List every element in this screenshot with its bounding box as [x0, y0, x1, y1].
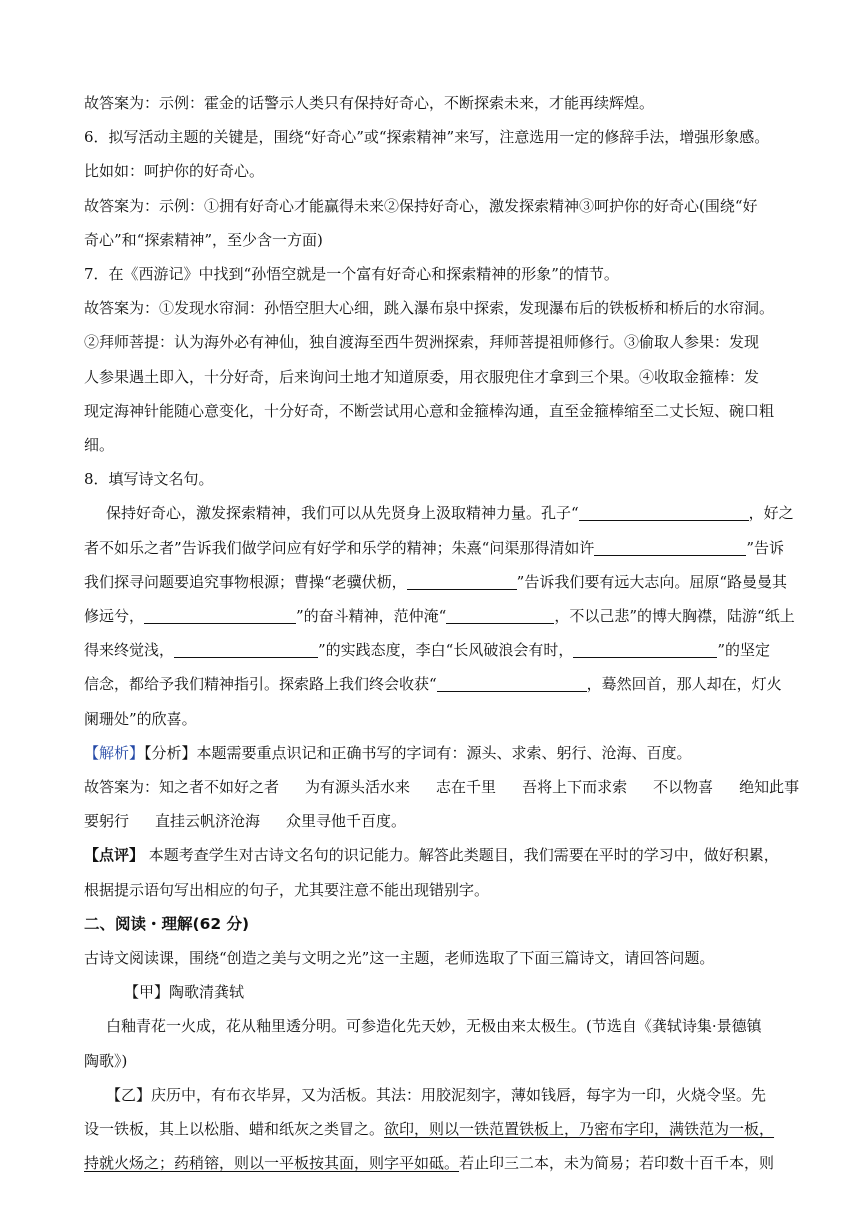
fill-blank [573, 639, 717, 658]
q7-answer-line-2: ②拜师菩提：认为海外必有神仙，独自渡海至西牛贺洲探索，拜师菩提祖师修行。③偷取人参果：发现 [84, 333, 760, 352]
answer-item: 要躬行 [84, 812, 130, 831]
q5-answer: 故答案为：示例：霍金的话警示人类只有保持好奇心，不断探索未来，才能再续辉煌。 [84, 94, 655, 112]
q6-question: 6．拟写活动主题的关键是，围绕“好奇心”或“探索精神”来写，注意选用一定的修辞手法，增强形象感。 [84, 128, 770, 147]
yi-text: 若止印三二本，未为简易；若印数十百千本，则 [459, 1154, 775, 1173]
q6-example: 比如如：呵护你的好奇心。 [84, 162, 265, 181]
fill-text: ，好之 [748, 504, 794, 523]
q8-fill-line-4 [84, 599, 820, 633]
fill-text: ”的实践态度，李白“长风破浪会有时， [318, 641, 574, 660]
q7-question: 7．在《西游记》中找到“孙悟空就是一个富有好奇心和探索精神的形象”的情节。 [84, 265, 619, 284]
fill-blank [579, 502, 749, 521]
jia-title: 【甲】陶歌清龚轼 [124, 983, 245, 1002]
q8-answer-line-1 [84, 770, 820, 804]
section-intro: 古诗文阅读课，围绕“创造之美与文明之光”这一主题，老师选取了下面三篇诗文，请回答问题。 [84, 949, 715, 968]
fill-text: 者不如乐之者”告诉我们做学问应有好学和乐学的精神；朱熹“问渠那得清如许 [84, 538, 595, 557]
answer-prefix: 故答案为： [84, 778, 160, 797]
fill-text: ”的奋斗精神，范仲淹“ [296, 607, 447, 626]
q8-comment-line-1 [84, 838, 820, 872]
fill-text: 信念，都给予我们精神指引。探索路上我们终会收获“ [84, 675, 437, 694]
fill-blank [446, 605, 554, 624]
answer-item: 不以物喜 [653, 778, 714, 797]
jia-text-line-2: 陶歌》) [84, 1051, 128, 1070]
q6-answer-line-1: 故答案为：示例：①拥有好奇心才能赢得未来②保持好奇心，激发探索精神③呵护你的好奇心(围绕“好 [84, 196, 758, 215]
fill-text: 我们探寻问题要追究事物根源；曹操“老骥伏枥， [84, 572, 407, 591]
fill-text: ”告诉 [746, 538, 785, 557]
answer-item: 众里寻他千百度。 [286, 812, 407, 831]
fill-text: 得来终觉浅， [84, 641, 175, 660]
fill-blank [594, 537, 746, 556]
q8-analysis [84, 736, 820, 770]
q8-question: 8．填写诗文名句。 [84, 470, 214, 489]
yi-text-line-3 [84, 1146, 820, 1180]
answer-item: 为有源头活水来 [305, 778, 411, 797]
q6-answer-line-2: 奇心”和“探索精神”，至少含一方面) [84, 230, 323, 249]
answer-item: 直挂云帆济沧海 [155, 812, 261, 831]
yi-underlined-text: 欲印，则以一铁范置铁板上，乃密布字印，满铁范为一板， [384, 1120, 775, 1139]
q8-answer-line-2 [84, 804, 820, 838]
q8-fill-line-1 [84, 496, 820, 530]
fill-text: ”的坚定 [717, 641, 771, 660]
q7-answer-line-5: 细。 [84, 436, 115, 455]
section-title: 二、阅读・理解(62 分) [84, 914, 250, 933]
fill-blank [174, 639, 318, 658]
analysis-text: 【分析】本题需要重点识记和正确书写的字词有：源头、求索、躬行、沧海、百度。 [144, 743, 692, 762]
fill-blank [437, 673, 587, 692]
q7-answer-line-1: 故答案为：①发现水帘洞：孙悟空胆大心细，跳入瀑布泉中探索，发现瀑布后的铁板桥和桥后的水帘洞。 [84, 299, 775, 318]
yi-text-line-1: 【乙】庆历中，有布衣毕昇，又为活板。其法：用胶泥刻字，薄如钱唇，每字为一印，火烧令坚。先 [106, 1085, 767, 1104]
q7-answer-line-3: 人参果遇土即入，十分好奇，后来询问土地才知道原委，用衣服兜住才拿到三个果。④收取金箍棒：发 [84, 367, 760, 386]
comment-tag: 【点评】 [84, 846, 145, 865]
yi-text-line-2 [84, 1112, 820, 1146]
fill-text: 保持好奇心，激发探索精神，我们可以从先贤身上汲取精神力量。孔子“ [106, 504, 579, 523]
q8-fill-line-7: 阑珊处”的欣喜。 [84, 709, 197, 728]
answer-item: 绝知此事 [739, 778, 800, 797]
comment-text: 本题考查学生对古诗文名句的识记能力。解答此类题目，我们需要在平时的学习中，做好积累， [144, 846, 779, 865]
q7-answer-line-4: 现定海神针能随心意变化，十分好奇，不断尝试用心意和金箍棒沟通，直至金箍棒缩至二丈长短、碗口粗 [84, 401, 775, 420]
answer-item: 知之者不如好之者 [159, 778, 280, 797]
yi-text: 设一铁板，其上以松脂、蜡和纸灰之类冒之。 [84, 1120, 385, 1139]
fill-text: ”告诉我们要有远大志向。屈原“路曼曼其 [516, 572, 788, 591]
fill-blank [407, 571, 517, 590]
answer-item: 志在千里 [436, 778, 497, 797]
fill-text: 修远兮， [84, 607, 145, 626]
q8-fill-line-2 [84, 531, 820, 565]
fill-text: ，不以己悲”的博大胸襟，陆游“纸上 [554, 607, 795, 626]
answer-item: 吾将上下而求索 [522, 778, 628, 797]
fill-blank [144, 605, 296, 624]
yi-underlined-text: 持就火炀之；药稍镕，则以一平板按其面，则字平如砥。 [84, 1154, 460, 1173]
fill-text: ，蓦然回首，那人却在，灯火 [586, 675, 782, 694]
analysis-tag: 【解析】 [84, 743, 145, 762]
q8-fill-line-6 [84, 667, 820, 701]
q8-comment-line-2: 根据提示语句写出相应的句子，尤其要注意不能出现错别字。 [84, 880, 490, 899]
q8-fill-line-3 [84, 565, 820, 599]
document-page [84, 86, 820, 1181]
jia-text-line-1: 白釉青花一火成，花从釉里透分明。可参造化先天妙，无极由来太极生。(节选自《龚轼诗集·景德镇 [106, 1017, 762, 1036]
q8-fill-line-5 [84, 633, 820, 667]
